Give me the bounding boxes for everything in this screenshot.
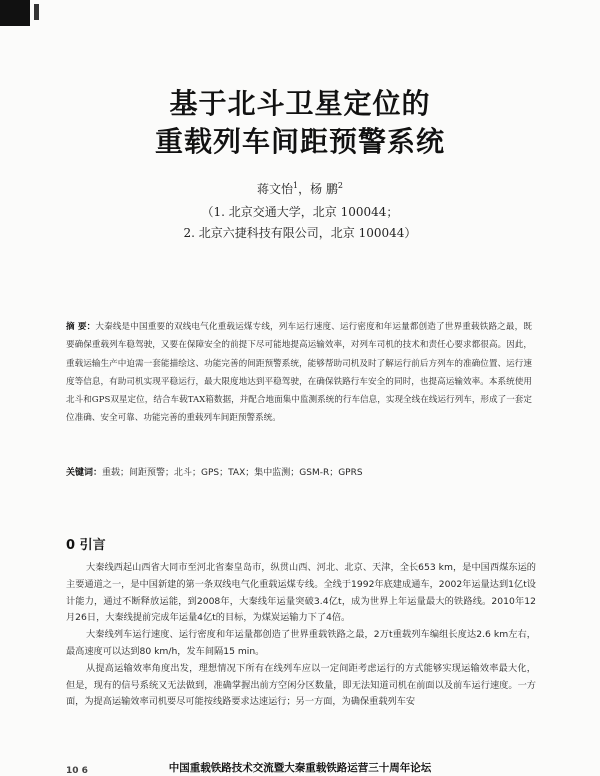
scan-artifact <box>0 0 30 26</box>
body-paragraph-1: 大秦线西起山西省大同市至河北省秦皇岛市，纵贯山西、河北、北京、天津，全长653 km，是中国西煤东运的主要通道之一，是中国新建的第一条双线电气化重载运煤专线。全线于1992年底建成通车，2002年运量达到1亿t设计能力，通过不断释放运能，到2008年，大秦线年运量突破3.4亿t，成为世界上年运量最大的铁路线。2010年12月26日，大秦线提前完成年运量4亿t的目标，为煤炭运输力下了4倍。 <box>66 562 536 624</box>
keywords <box>66 465 536 478</box>
keywords-label: 关键词： <box>66 468 103 478</box>
paper-title-line1: 基于北斗卫星定位的 <box>169 87 431 120</box>
author-line <box>0 180 600 197</box>
keywords-text: 重载；间距预警；北斗；GPS；TAX；集中监测；GSM-R；GPRS <box>102 468 363 478</box>
body-text <box>66 560 536 711</box>
author-1: 蒋文怡 <box>256 182 293 196</box>
affiliation-2: 2. 北京六捷科技有限公司，北京 100044） <box>183 226 417 240</box>
author-1-affiliation-mark: 1 <box>292 181 299 190</box>
affiliation-1: （1. 北京交通大学，北京 100044； <box>201 205 399 219</box>
page-number: 10 6 <box>66 766 88 776</box>
abstract-text: 大秦线是中国重要的双线电气化重载运煤专线，列车运行速度、运行密度和年运量都创造了世界重载铁路之最，既要确保重载列车稳驾驶，又要在保障安全的前提下尽可能地提高运输效率，对列车司机的技术和责任心要求都很高。因此，重载运输生产中迫需一套能描绘这、功能完善的间距预警系统，能够帮助司机及时了解运行前后方列车的准确位置、运行速度等信息，有助司机实现平稳运行，最大限度地达到平稳驾驶，在确保铁路行车安全的同时，也提高运输效率。本系统使用北斗和GPS双星定位，结合车载TAX箱数据，并配合地面集中监测系统的行车信息，实现全线在线运行列车，形成了一套定位准确、安全可靠、功能完善的重载列车间距预警系统。 <box>66 322 532 424</box>
author-2: 杨 鹏 <box>310 182 338 196</box>
scan-artifact-bar <box>34 4 39 20</box>
abstract-label: 摘 要： <box>66 322 96 332</box>
author-2-affiliation-mark: 2 <box>337 181 344 190</box>
abstract <box>66 318 532 428</box>
body-paragraph-3: 从提高运输效率角度出发，理想情况下所有在线列车应以一定间距考虑运行的方式能够实现运输效率最大化，但是，现有的信号系统又无法做到，准确掌握出前方空闲分区数量，即无法知道司机在前面以及前车运行速度。一方面，为提高运输效率司机要尽可能按线路要求达速运行；另一方面，为确保重载列车安 <box>66 662 536 708</box>
body-paragraph-2: 大秦线列车运行速度、运行密度和年运量都创造了世界重载铁路之最，2万t重载列车编组长度达2.6 km左右，最高速度可以达到80 km/h，发车间隔15 min。 <box>66 629 536 657</box>
conference-footer: 中国重载铁路技术交流暨大秦重载铁路运营三十周年论坛 <box>168 762 432 774</box>
section-heading-introduction: 0 引言 <box>66 538 106 553</box>
author-separator: ， <box>298 182 311 196</box>
paper-title-line2: 重载列车间距预警系统 <box>154 125 445 158</box>
